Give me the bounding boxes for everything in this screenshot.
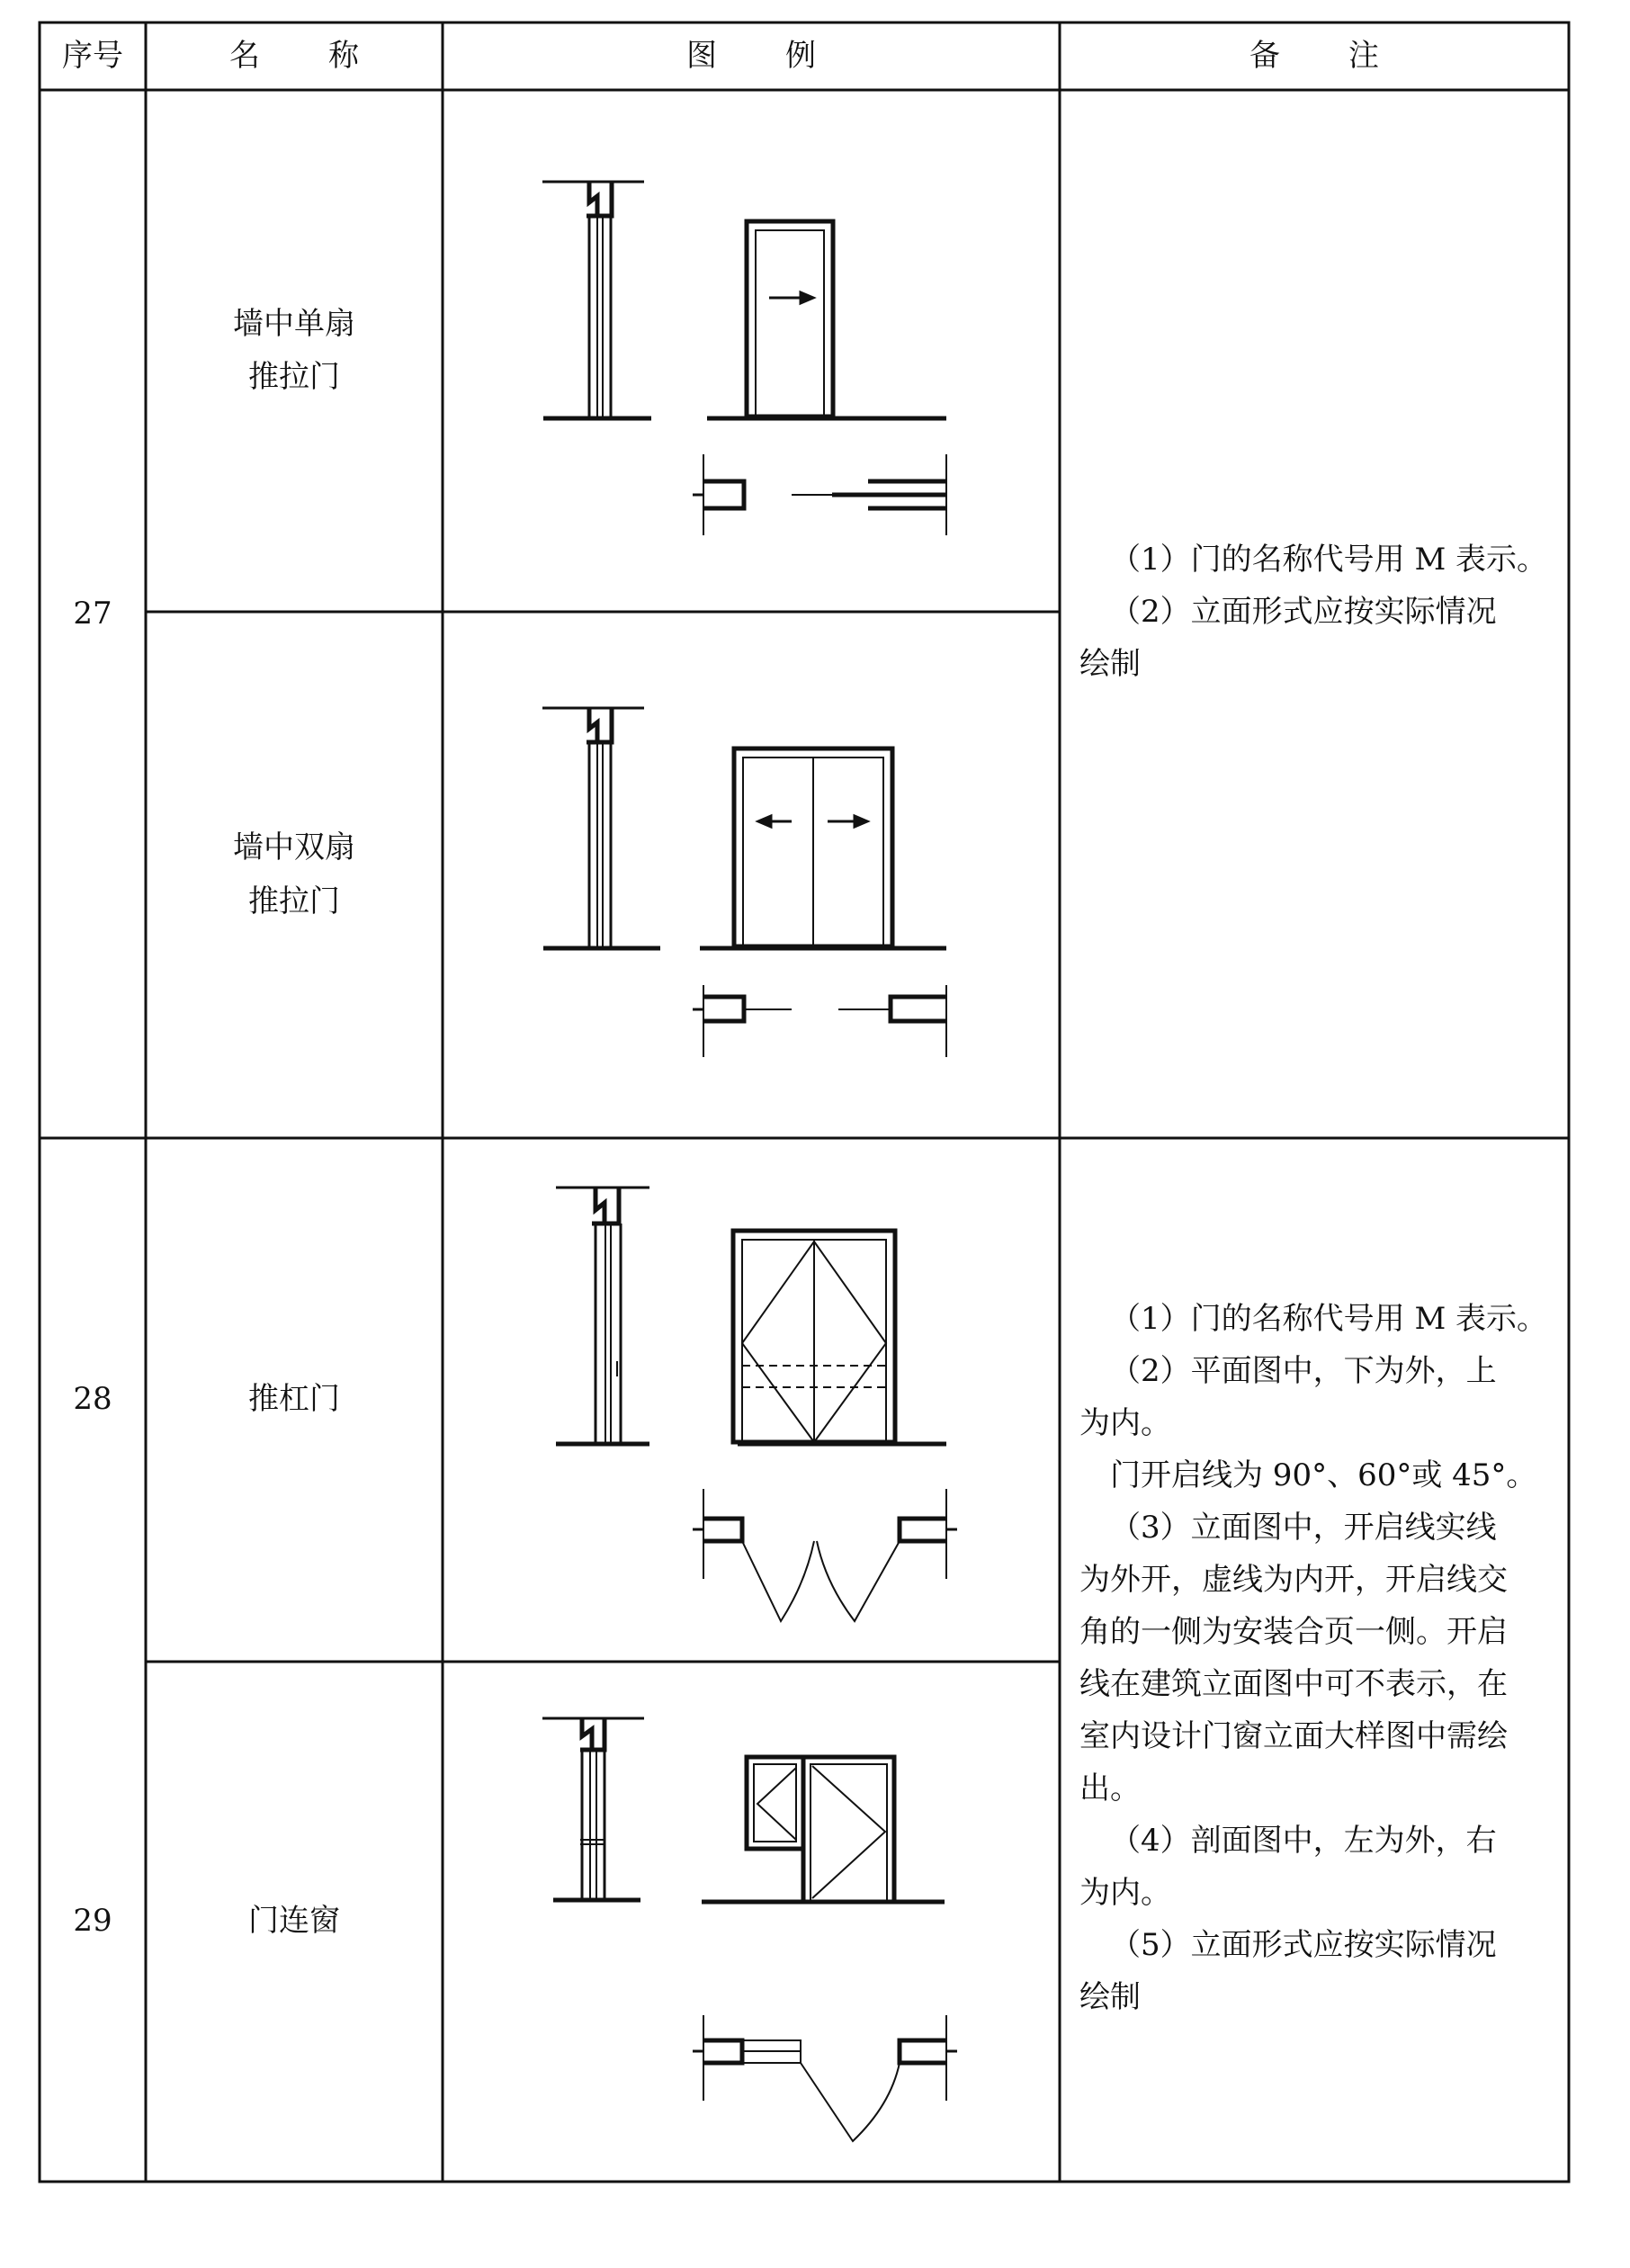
remark-line: 门开启线为 90°、60°或 45°。 [1110, 1457, 1537, 1493]
door-with-window-drawing [542, 1718, 957, 2141]
remark-group-27 [1079, 533, 1556, 690]
remark-line: 室内设计门窗立面大样图中需绘 [1079, 1718, 1508, 1754]
push-bar-door-drawing [556, 1188, 957, 1621]
header-legend [443, 22, 1060, 90]
row-28-number: 28 [73, 1381, 112, 1418]
row-27-number: 27 [73, 595, 112, 632]
remark-line: （5）立面形式应按实际情况 [1110, 1927, 1497, 1963]
row-27b-name [146, 612, 443, 1138]
remark-line: （2）平面图中，下为外，上 [1110, 1353, 1497, 1389]
row-27b-name-line1: 墙中双扇 [233, 829, 355, 865]
remark-line: 线在建筑立面图中可不表示，在 [1079, 1666, 1508, 1702]
row-27a-name-line2: 推拉门 [248, 359, 340, 395]
remark-line: 为外开，虚线为内开，开启线交 [1079, 1562, 1508, 1598]
double-sliding-door-drawing [542, 708, 946, 1057]
header-legend-char1: 图 [686, 37, 717, 74]
row-27b-name-line2: 推拉门 [248, 883, 340, 919]
single-sliding-door-drawing [542, 182, 946, 535]
remark-line: （3）立面图中，开启线实线 [1110, 1510, 1497, 1546]
row-29-number: 29 [73, 1903, 112, 1940]
remark-line: （2）立面形式应按实际情况 [1110, 594, 1497, 630]
remark-line: （4）剖面图中，左为外，右 [1110, 1823, 1497, 1859]
remark-line: 绘制 [1079, 646, 1141, 682]
remark-line: 出。 [1079, 1770, 1141, 1806]
remark-line: 为内。 [1079, 1405, 1171, 1441]
remark-line: 为内。 [1079, 1875, 1171, 1911]
remark-line: （1）门的名称代号用 M 表示。 [1110, 1301, 1548, 1337]
remark-group-28-29 [1079, 1293, 1556, 2023]
header-no: 序号 [62, 37, 123, 74]
header-legend-char2: 例 [785, 37, 816, 74]
remark-line: 绘制 [1079, 1979, 1141, 2015]
row-29-name: 门连窗 [248, 1903, 340, 1940]
header-remark-char2: 注 [1348, 37, 1379, 74]
row-27a-name [146, 90, 443, 612]
header-remark [1060, 22, 1569, 90]
remark-line: （1）门的名称代号用 M 表示。 [1110, 542, 1548, 578]
row-27a-name-line1: 墙中单扇 [233, 305, 355, 342]
header-name-char1: 名 [229, 37, 260, 74]
row-28-name: 推杠门 [248, 1381, 340, 1418]
header-name [146, 22, 443, 90]
remark-line: 角的一侧为安装合页一侧。开启 [1079, 1614, 1508, 1650]
header-remark-char1: 备 [1249, 37, 1280, 74]
header-name-char2: 称 [328, 37, 359, 74]
